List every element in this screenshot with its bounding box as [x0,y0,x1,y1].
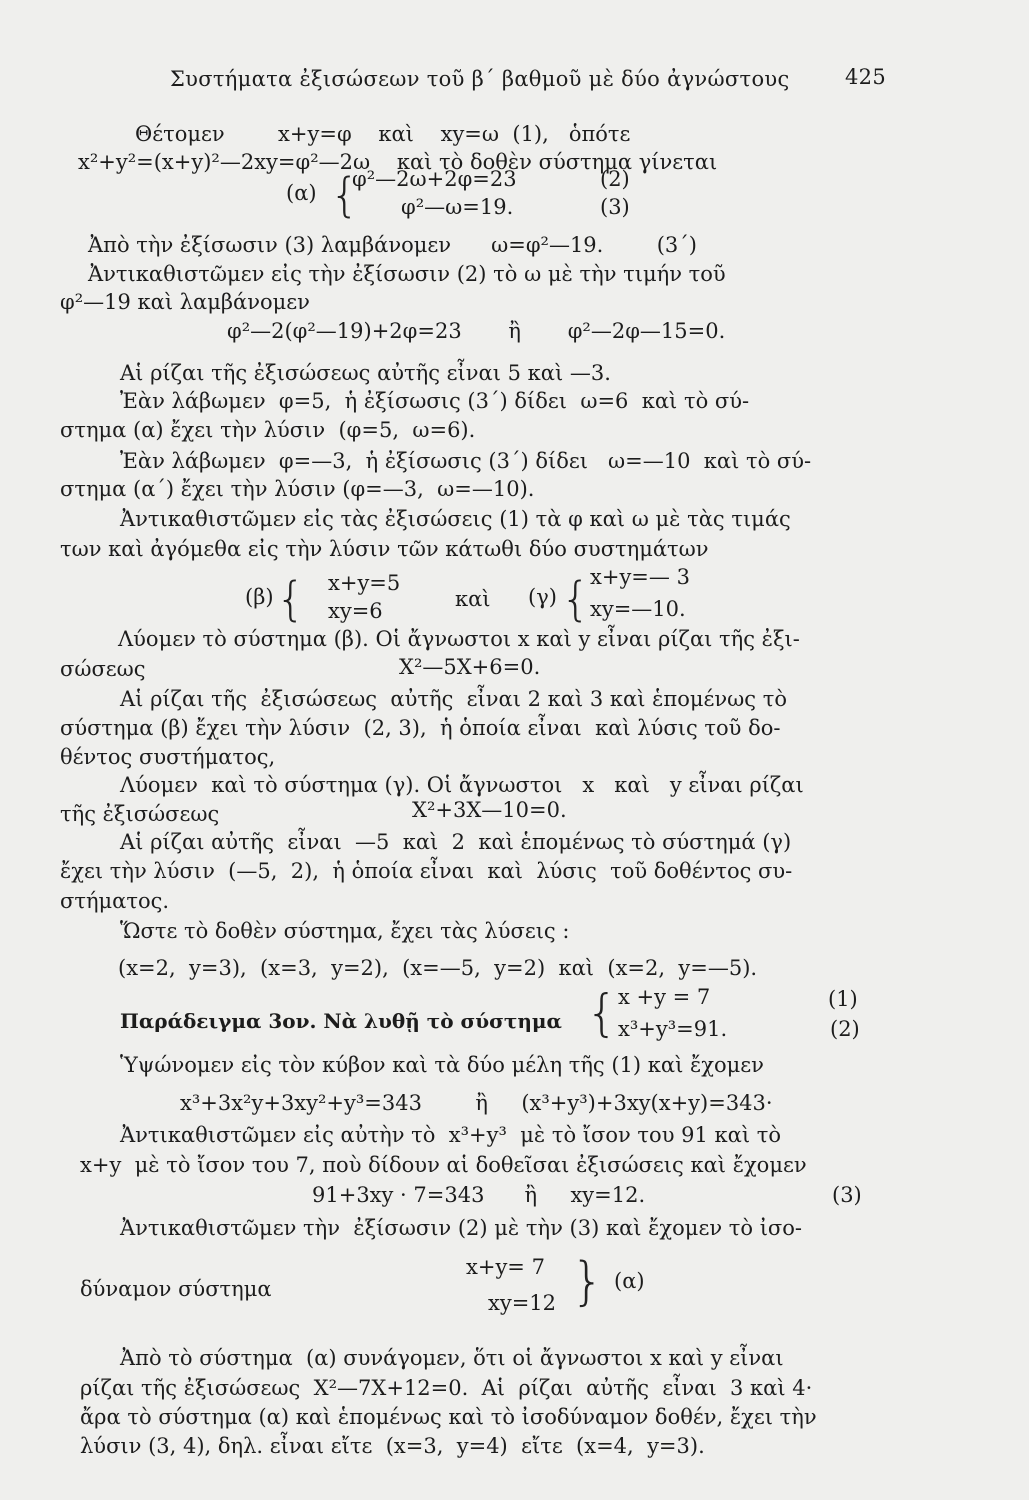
equation: φ²—2(φ²—19)+2φ=23 ἢ φ²—2φ—15=0. [227,319,726,343]
text-line: Ὥστε τὸ δοθὲν σύστημα, ἔχει τὰς λύσεις : [120,919,570,943]
text-line: σώσεως [60,657,146,681]
equation: φ²—2ω+2φ=23 [352,167,517,191]
text-line: στήματος. [60,889,170,913]
text-line: Ἀντικαθιστῶμεν εἰς τὰς ἐξισώσεις (1) τὰ φ καὶ ω μὲ τὰς τιμάς [120,507,791,531]
equation: 91+3xy · 7=343 ἢ xy=12. [312,1183,646,1207]
system-label: (γ) [528,585,557,609]
equation: X²—5X+6=0. [399,655,541,679]
text-line: Ἀντικαθιστῶμεν τὴν ἐξίσωσιν (2) μὲ τὴν (3) καὶ ἔχομεν τὸ ἰσο- [120,1216,803,1240]
text-line: Αἱ ρίζαι τῆς ἐξισώσεως αὐτῆς εἶναι 5 καὶ —3. [120,361,611,385]
equation: X²+3X—10=0. [412,798,567,822]
text-line: στημα (α) ἔχει τὴν λύσιν (φ=5, ω=6). [60,418,476,442]
equation: x+y= 7 [466,1255,545,1279]
equation-number: (3) [600,195,630,219]
text-line: ἔχει τὴν λύσιν (—5, 2), ἡ ὁποία εἶναι καὶ λύσις τοῦ δοθέντος συ- [60,859,793,883]
left-brace: { [586,984,618,1042]
conjunction: καὶ [455,587,491,611]
text-line: Ἀπὸ τὴν ἐξίσωσιν (3) λαμβάνομεν ω=φ²—19. (3΄) [88,233,697,257]
text-line: Ἀντικαθιστῶμεν εἰς αὐτὴν τὸ x³+y³ μὲ τὸ ἴσον του 91 καὶ τὸ [120,1123,782,1147]
text-line: Λύομεν καὶ τὸ σύστημα (γ). Οἱ ἄγνωστοι x καὶ y εἶναι ρίζαι [120,773,804,797]
text-line: ρίζαι τῆς ἐξισώσεως X²—7X+12=0. Αἱ ρίζαι αὐτῆς εἶναι 3 καὶ 4· [80,1376,813,1400]
equation: x +y = 7 [618,985,711,1009]
text-line: λύσιν (3, 4), δηλ. εἶναι εἴτε (x=3, y=4) εἴτε (x=4, y=3). [80,1434,705,1458]
equation: φ²—ω=19. [401,195,514,219]
example-heading: Παράδειγμα 3ον. Νὰ λυθῇ τὸ σύστημα [120,1009,562,1033]
text-line: Θέτομεν x+y=φ καὶ xy=ω (1), ὁπότε [135,122,631,146]
text-line: Ἐὰν λάβωμεν φ=—3, ἡ ἐξίσωσις (3΄) δίδει ω=—10 καὶ τὸ σύ- [120,449,812,473]
equation-number: (2) [600,167,630,191]
system-label: (α) [286,181,317,205]
running-header: Συστήματα ἐξισώσεων τοῦ β΄ βαθμοῦ μὲ δύο ἀγνώστους [170,67,790,91]
text-line: στημα (α΄) ἔχει τὴν λύσιν (φ=—3, ω=—10). [60,477,535,501]
text-line: Ὑψώνομεν εἰς τὸν κύβον καὶ τὰ δύο μέλη τῆς (1) καὶ ἔχομεν [120,1053,764,1077]
text-line: x²+y²=(x+y)²—2xy=φ²—2ω καὶ τὸ δοθὲν σύστημα γίνεται [78,150,718,174]
text-line: Ἐὰν λάβωμεν φ=5, ἡ ἐξίσωσις (3΄) δίδει ω=6 καὶ τὸ σύ- [120,389,750,413]
text-line: ἄρα τὸ σύστημα (α) καὶ ἑπομένως καὶ τὸ ἰσοδύναμον δοθέν, ἔχει τὴν [80,1405,817,1429]
equation: x+y=— 3 [590,565,690,589]
text-line: των καὶ ἀγόμεθα εἰς τὴν λύσιν τῶν κάτωθι δύο συστημάτων [60,537,709,561]
left-brace: { [276,572,306,626]
equation-number: (1) [828,987,858,1011]
system-label: (β) [245,585,274,609]
text-line: Αἱ ρίζαι αὐτῆς εἶναι —5 καὶ 2 καὶ ἑπομένως τὸ σύστημά (γ) [120,830,792,854]
equation: xy=12 [488,1291,557,1315]
equation: (x=2, y=3), (x=3, y=2), (x=—5, y=2) καὶ (x=2, y=—5). [118,956,758,980]
left-brace: { [330,168,360,222]
text-line: θέντος συστήματος, [60,745,276,769]
equation: x+y=5 [328,571,401,595]
equation: xy=6 [328,599,383,623]
text-line: Ἀπὸ τὸ σύστημα (α) συνάγομεν, ὅτι οἱ ἄγνωστοι x καὶ y εἶναι [120,1346,784,1370]
text-line: Αἱ ρίζαι τῆς ἐξισώσεως αὐτῆς εἶναι 2 καὶ 3 καὶ ἑπομένως τὸ [120,687,787,711]
text-line: Λύομεν τὸ σύστημα (β). Οἱ ἄγνωστοι x καὶ y εἶναι ρίζαι τῆς ἐξι- [118,627,800,651]
right-brace: } [571,1252,605,1312]
text-line: Ἀντικαθιστῶμεν εἰς τὴν ἐξίσωσιν (2) τὸ ω μὲ τὴν τιμήν τοῦ [88,262,726,286]
text-line: δύναμον σύστημα [80,1277,272,1301]
left-brace: { [561,572,591,626]
system-label: (α) [614,1269,645,1293]
equation: x³+y³=91. [618,1017,728,1041]
equation-number: (2) [830,1017,860,1041]
text-line: x+y μὲ τὸ ἴσον του 7, ποὺ δίδουν αἱ δοθεῖσαι ἐξισώσεις καὶ ἔχομεν [80,1153,807,1177]
equation: x³+3x²y+3xy²+y³=343 ἢ (x³+y³)+3xy(x+y)=343· [180,1091,773,1115]
equation: xy=—10. [590,597,686,621]
text-line: τῆς ἐξισώσεως [60,802,220,826]
equation-number: (3) [832,1183,862,1207]
page-number: 425 [845,65,886,89]
text-line: φ²—19 καὶ λαμβάνομεν [60,290,310,314]
text-line: σύστημα (β) ἔχει τὴν λύσιν (2, 3), ἡ ὁποία εἶναι καὶ λύσις τοῦ δο- [60,716,781,740]
